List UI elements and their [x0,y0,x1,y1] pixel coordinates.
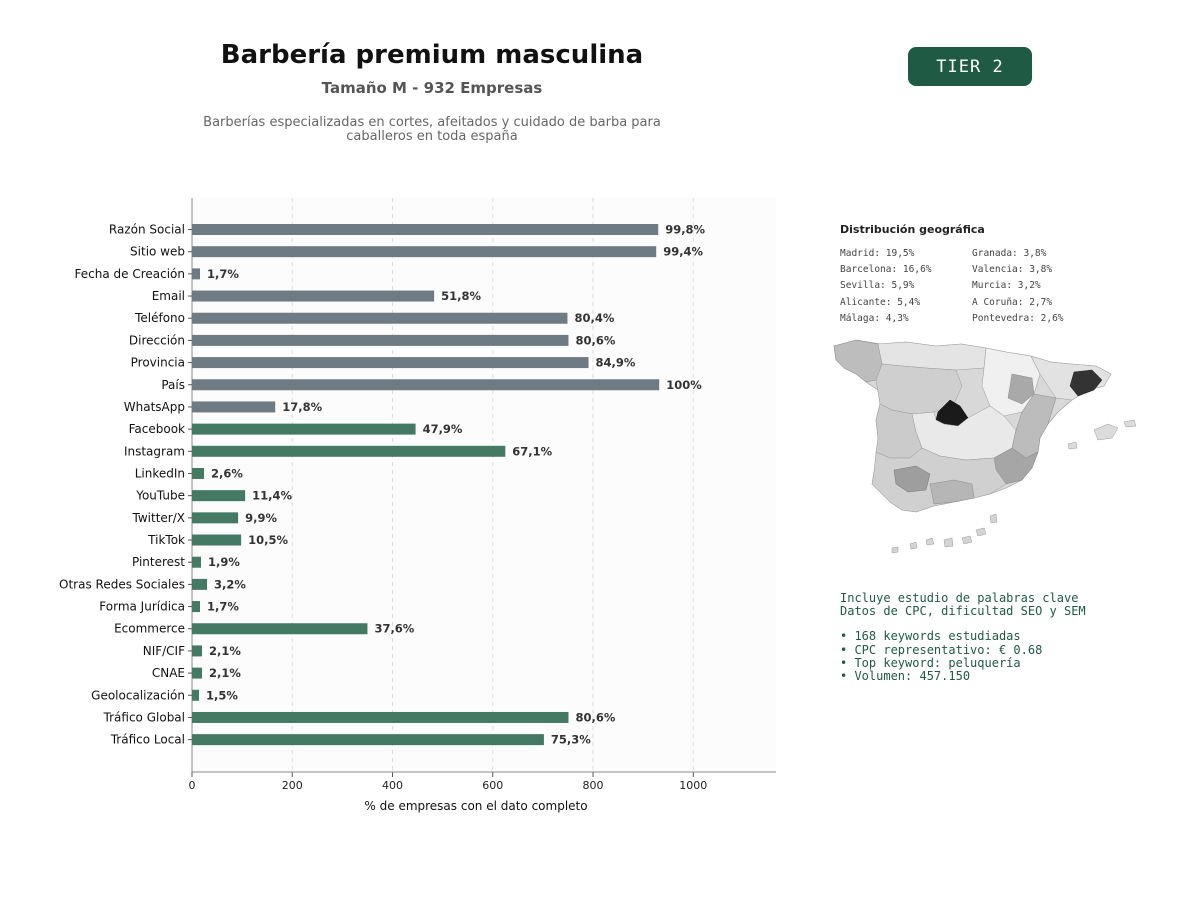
geo-list [840,246,1100,327]
keyword-bullet: • 168 keywords estudiadas [840,629,1021,644]
data-label: 11,4% [252,488,293,503]
x-tick-label: 400 [382,779,404,792]
category-label: LinkedIn [134,466,185,481]
keyword-bullet: • Volumen: 457.150 [840,669,971,684]
region-galicia [834,340,882,382]
geo-item: Pontevedra: 2,6% [972,312,1064,324]
keywords-line-2: Datos de CPC, dificultad SEO y SEM [840,604,1086,619]
geo-item: Murcia: 3,2% [972,280,1041,292]
data-label: 17,8% [282,399,323,414]
geo-item: Valencia: 3,8% [972,264,1053,276]
page-title: Barbería premium masculina [220,40,644,70]
bar [192,357,589,368]
bar [192,601,200,612]
category-label: Ecommerce [114,621,185,636]
geo-item: Granada: 3,8% [972,248,1047,259]
data-label: 80,6% [575,333,616,348]
category-label: Pinterest [131,555,185,570]
region-canarias [892,514,997,553]
bar [192,246,656,257]
data-label: 75,3% [550,732,591,747]
x-tick-label: 800 [582,779,604,792]
category-label: Sitio web [130,244,185,259]
description-line-1: Barberías especializadas en cortes, afeitados y cuidado de barba para [203,115,661,130]
category-label: Tráfico Global [103,710,185,725]
data-label: 10,5% [248,533,289,548]
x-tick-label: 1000 [679,779,708,792]
bar [192,690,199,701]
category-label: Email [151,289,185,304]
category-label: Otras Redes Sociales [59,577,185,592]
bar [192,335,568,346]
category-label: YouTube [136,488,185,503]
data-label: 99,8% [665,222,706,237]
bar [192,712,568,723]
bar [192,623,367,634]
geo-title: Distribución geográfica [840,223,985,236]
geo-item: Sevilla: 5,9% [840,280,915,292]
geo-item: Málaga: 4,3% [840,312,909,324]
category-label: CNAE [151,666,185,681]
data-label: 2,6% [211,466,243,481]
category-label: TikTok [148,533,185,548]
geo-item: Alicante: 5,4% [840,296,921,308]
keywords-line-1: Incluye estudio de palabras clave [840,591,1079,605]
category-label: Fecha de Creación [74,266,185,281]
data-label: 1,9% [208,555,240,570]
bar [192,668,202,679]
geo-item: Madrid: 19,5% [840,248,915,259]
keywords-block [840,592,1086,683]
region-menorca [1124,420,1136,427]
x-tick-label: 600 [482,779,504,792]
page-subtitle: Tamaño M - 932 Empresas [321,79,543,97]
data-label: 1,5% [206,688,238,703]
category-label: Provincia [130,355,185,370]
region-malaga-granada [930,480,974,504]
category-label: Forma Jurídica [99,599,185,614]
bar [192,424,416,435]
bar [192,734,544,745]
data-label: 1,7% [207,266,239,281]
data-label: 1,7% [207,599,239,614]
bar [192,224,658,235]
bar [192,268,200,279]
x-tick-label: 0 [188,779,196,792]
data-label: 84,9% [595,355,636,370]
x-axis-title: % de empresas con el dato completo [364,799,588,813]
category-label: NIF/CIF [142,643,185,658]
bar [192,490,245,501]
geo-item: Barcelona: 16,6% [840,264,932,276]
data-label: 37,6% [374,621,415,636]
category-label: WhatsApp [123,399,185,414]
category-label: Twitter/X [132,510,185,525]
data-label: 47,9% [422,422,463,437]
bar [192,557,201,568]
category-label: Instagram [123,444,185,459]
category-label: País [161,377,185,392]
data-label: 67,1% [512,444,553,459]
data-label: 2,1% [209,666,241,681]
category-label: Dirección [128,333,185,348]
data-label: 2,1% [209,643,241,658]
data-label: 3,2% [214,577,246,592]
category-label: Geolocalización [91,688,185,703]
data-label: 80,6% [575,710,616,725]
region-baleares [1094,424,1118,440]
region-ibiza [1068,442,1077,449]
bar [192,535,241,546]
bar [192,401,275,412]
bar [192,468,204,479]
bar [192,446,505,457]
spain-map [826,334,1141,559]
data-label: 99,4% [663,244,704,259]
bar [192,645,202,656]
category-label: Razón Social [108,222,185,237]
bar [192,512,238,523]
keyword-bullet: • CPC representativo: € 0.68 [840,642,1043,657]
plot-background [192,198,776,772]
data-label: 80,4% [574,311,615,326]
bar [192,379,659,390]
category-label: Facebook [128,422,185,437]
category-label: Teléfono [135,311,185,326]
tier-badge: TIER 2 [908,47,1032,86]
bar [192,579,207,590]
data-label: 100% [666,377,702,392]
keyword-bullet: • Top keyword: peluquería [840,655,1021,670]
data-label: 9,9% [245,510,278,525]
bar [192,313,567,324]
category-label: Tráfico Local [110,732,185,747]
bar [192,291,434,302]
description-line-2: caballeros en toda españa [346,129,518,144]
x-tick-label: 200 [281,779,303,792]
data-label: 51,8% [441,289,482,304]
geo-item: A Coruña: 2,7% [972,296,1053,308]
